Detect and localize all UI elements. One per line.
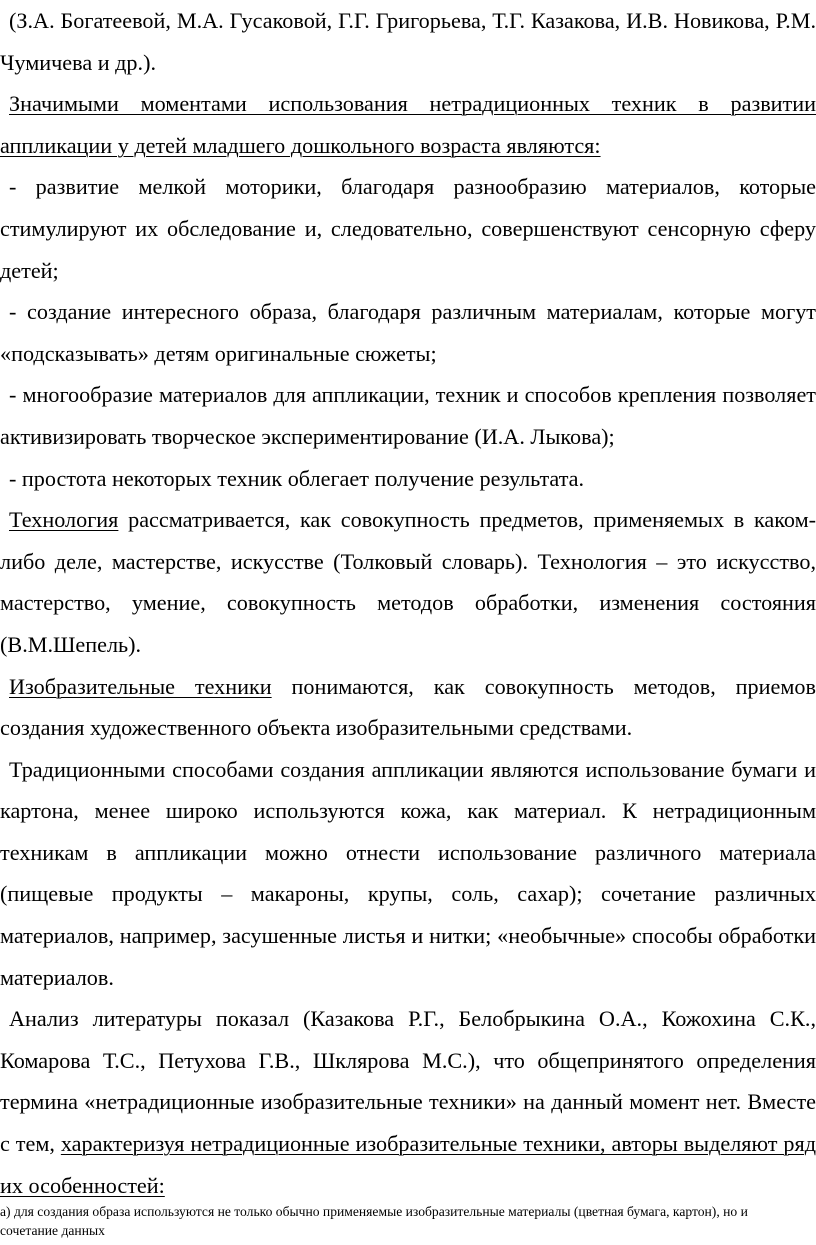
visual-techniques-definition-text: понимаются, как совокупность методов, приемов создания художественного объекта изобразительными средствами. — [0, 673, 816, 741]
list-item-interesting-image: - создание интересного образа, благодаря различным материалам, которые могут «подсказывать» детям оригинальные сюжеты; — [0, 299, 816, 366]
footnote-item-a: а) для создания образа используются не только обычно применяемые изобразительные материалы (цветная бумага, картон), но и сочетание данных — [0, 1204, 748, 1238]
list-item-simplicity: - простота некоторых техник облегает получение результата. — [9, 465, 585, 491]
paragraph-visual-techniques-definition — [0, 666, 816, 749]
paragraph-literature-analysis — [0, 998, 816, 1206]
paragraph-significant-moments — [0, 83, 816, 166]
literature-analysis-text: Анализ литературы показал (Казакова Р.Г., Белобрыкина О.А., Кожохина С.К., Комарова Т.С., Петухова Г.В., Шклярова М.С.), что общепринятого определения термина «нетрадиционные изобразительные техники» на данный момент нет. Вместе с тем, — [0, 1006, 816, 1157]
term-visual-techniques: Изобразительные техники — [9, 673, 272, 699]
technology-definition-text: рассматривается, как совокупность предметов, применяемых в каком-либо деле, мастерстве, искусстве (Толковый словарь). Технология – это искусство, мастерство, умение, совокупность методов обработки, изменения состояния (В.М.Шепель). — [0, 507, 816, 657]
term-technology: Технология — [9, 507, 119, 533]
underlined-features-intro: характеризуя нетрадиционные изобразительные техники, авторы выделяют ряд их особенностей: — [0, 1131, 816, 1198]
list-item-fine-motor: - развитие мелкой моторики, благодаря разнообразию материалов, которые стимулируют их обследование и, следовательно, совершенствуют сенсорную сферу детей; — [0, 174, 816, 283]
paragraph-technology-definition — [0, 499, 816, 665]
paragraph-traditional-methods: Традиционными способами создания аппликации являются использование бумаги и картона, менее широко используются кожа, как материал. К нетрадиционным техникам в аппликации можно отнести использование различного материала (пищевые продукты – макароны, крупы, соль, сахар); сочетание различных материалов, например, засушенные листья и нитки; «необычные» способы обработки материалов. — [0, 756, 816, 990]
list-item-material-variety: - многообразие материалов для аппликации, техник и способов крепления позволяет активизировать творческое экспериментирование (И.А. Лыкова); — [0, 382, 816, 449]
paragraph-authors-continued: (З.А. Богатеевой, М.А. Гусаковой, Г.Г. Григорьева, Т.Г. Казакова, И.В. Новикова, Р.М. Чумичева и др.). — [0, 8, 816, 75]
underlined-heading-significant-moments: Значимыми моментами использования нетрадиционных техник в развитии аппликации у детей младшего дошкольного возраста являются: — [0, 91, 816, 158]
